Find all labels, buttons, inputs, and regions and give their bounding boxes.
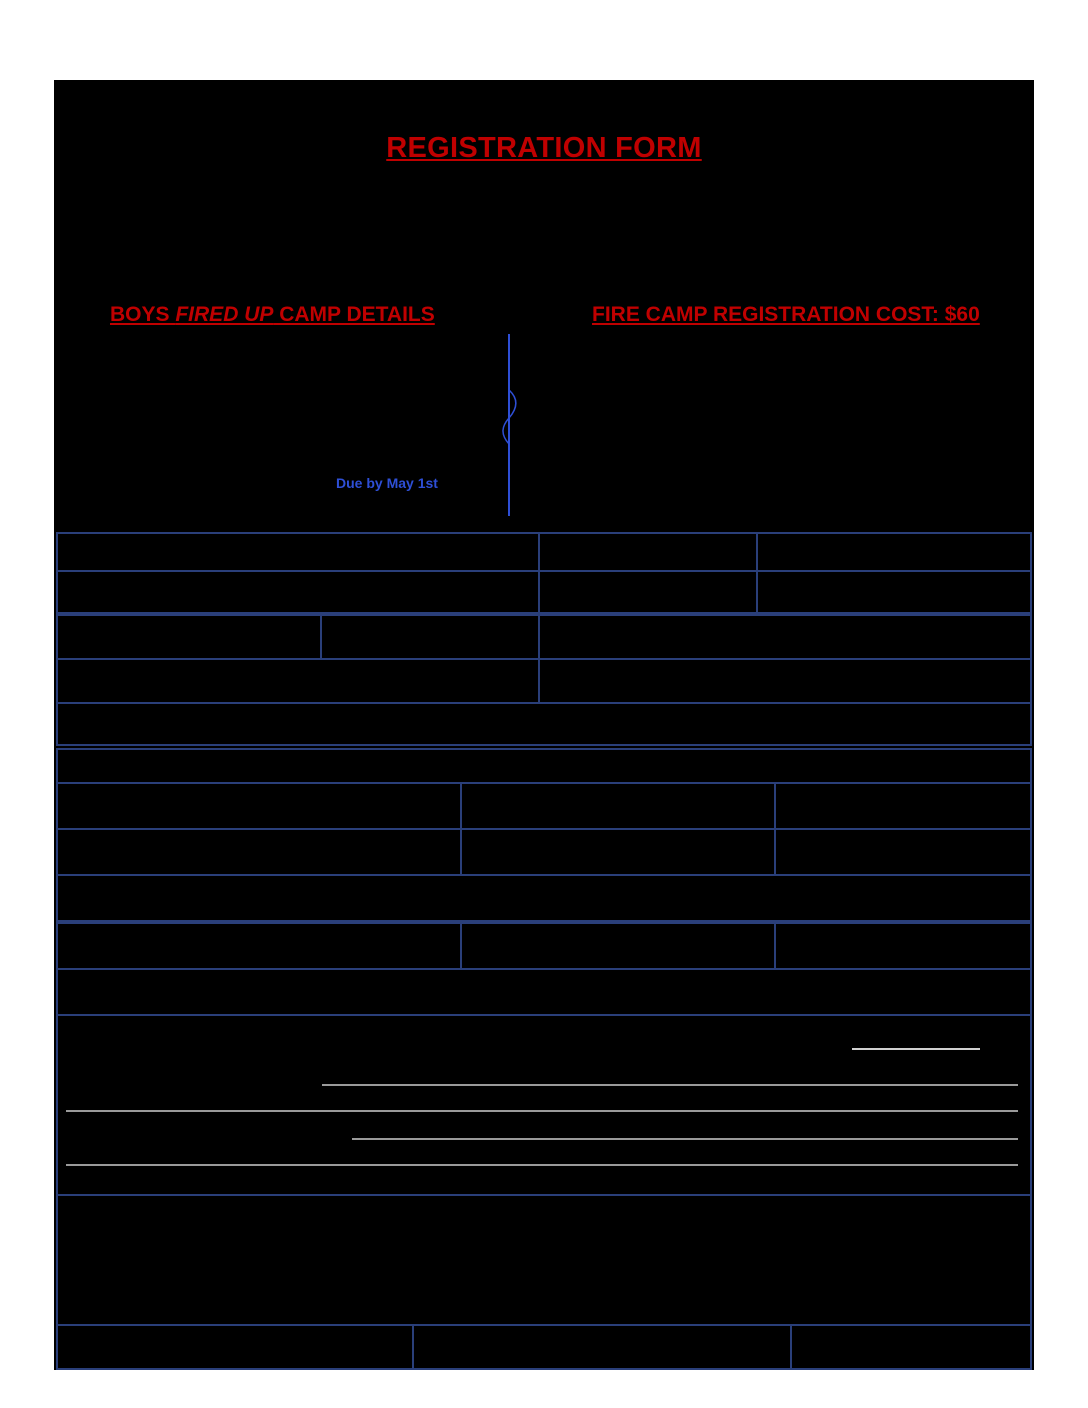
registration-form-page <box>54 80 1034 1370</box>
field-cell[interactable] <box>56 1324 414 1370</box>
field-cell[interactable] <box>56 828 462 876</box>
field-cell[interactable] <box>538 614 1032 660</box>
field-cell[interactable] <box>460 782 776 830</box>
divider-flourish <box>498 390 522 450</box>
field-cell[interactable] <box>538 570 758 614</box>
initials-line[interactable] <box>852 1048 980 1050</box>
field-cell[interactable] <box>56 702 1032 746</box>
full-width-line[interactable] <box>66 1164 1018 1166</box>
field-cell[interactable] <box>56 874 1032 922</box>
signature-line[interactable] <box>322 1084 1018 1086</box>
field-cell[interactable] <box>538 532 758 572</box>
camp-details-heading-pre: BOYS <box>110 303 176 326</box>
page-title: REGISTRATION FORM <box>386 132 702 164</box>
field-cell[interactable] <box>756 570 1032 614</box>
field-cell[interactable] <box>774 922 1032 970</box>
due-date-note: Due by May 1st <box>336 475 438 491</box>
camp-details-heading-post: CAMP DETAILS <box>273 303 435 326</box>
field-cell[interactable] <box>56 658 540 704</box>
field-cell[interactable] <box>756 532 1032 572</box>
field-cell[interactable] <box>56 782 462 830</box>
field-cell[interactable] <box>790 1324 1032 1370</box>
camp-details-heading <box>110 303 435 327</box>
field-cell[interactable] <box>56 614 322 660</box>
field-cell[interactable] <box>56 570 540 614</box>
field-cell[interactable] <box>412 1324 792 1370</box>
field-cell[interactable] <box>56 922 462 970</box>
agreement-section <box>56 1014 1032 1196</box>
field-cell[interactable] <box>460 828 776 876</box>
field-cell[interactable] <box>56 968 1032 1016</box>
field-cell[interactable] <box>774 782 1032 830</box>
camp-details-heading-emph: FIRED UP <box>175 303 274 326</box>
full-width-line[interactable] <box>66 1110 1018 1112</box>
field-cell[interactable] <box>538 658 1032 704</box>
section-header-cell <box>56 748 1032 784</box>
date-line[interactable] <box>352 1138 1018 1140</box>
registration-cost-heading: FIRE CAMP REGISTRATION COST: $60 <box>592 303 980 326</box>
office-use-section <box>56 1194 1032 1326</box>
field-cell[interactable] <box>460 922 776 970</box>
field-cell[interactable] <box>320 614 540 660</box>
field-cell[interactable] <box>774 828 1032 876</box>
field-cell[interactable] <box>56 532 540 572</box>
